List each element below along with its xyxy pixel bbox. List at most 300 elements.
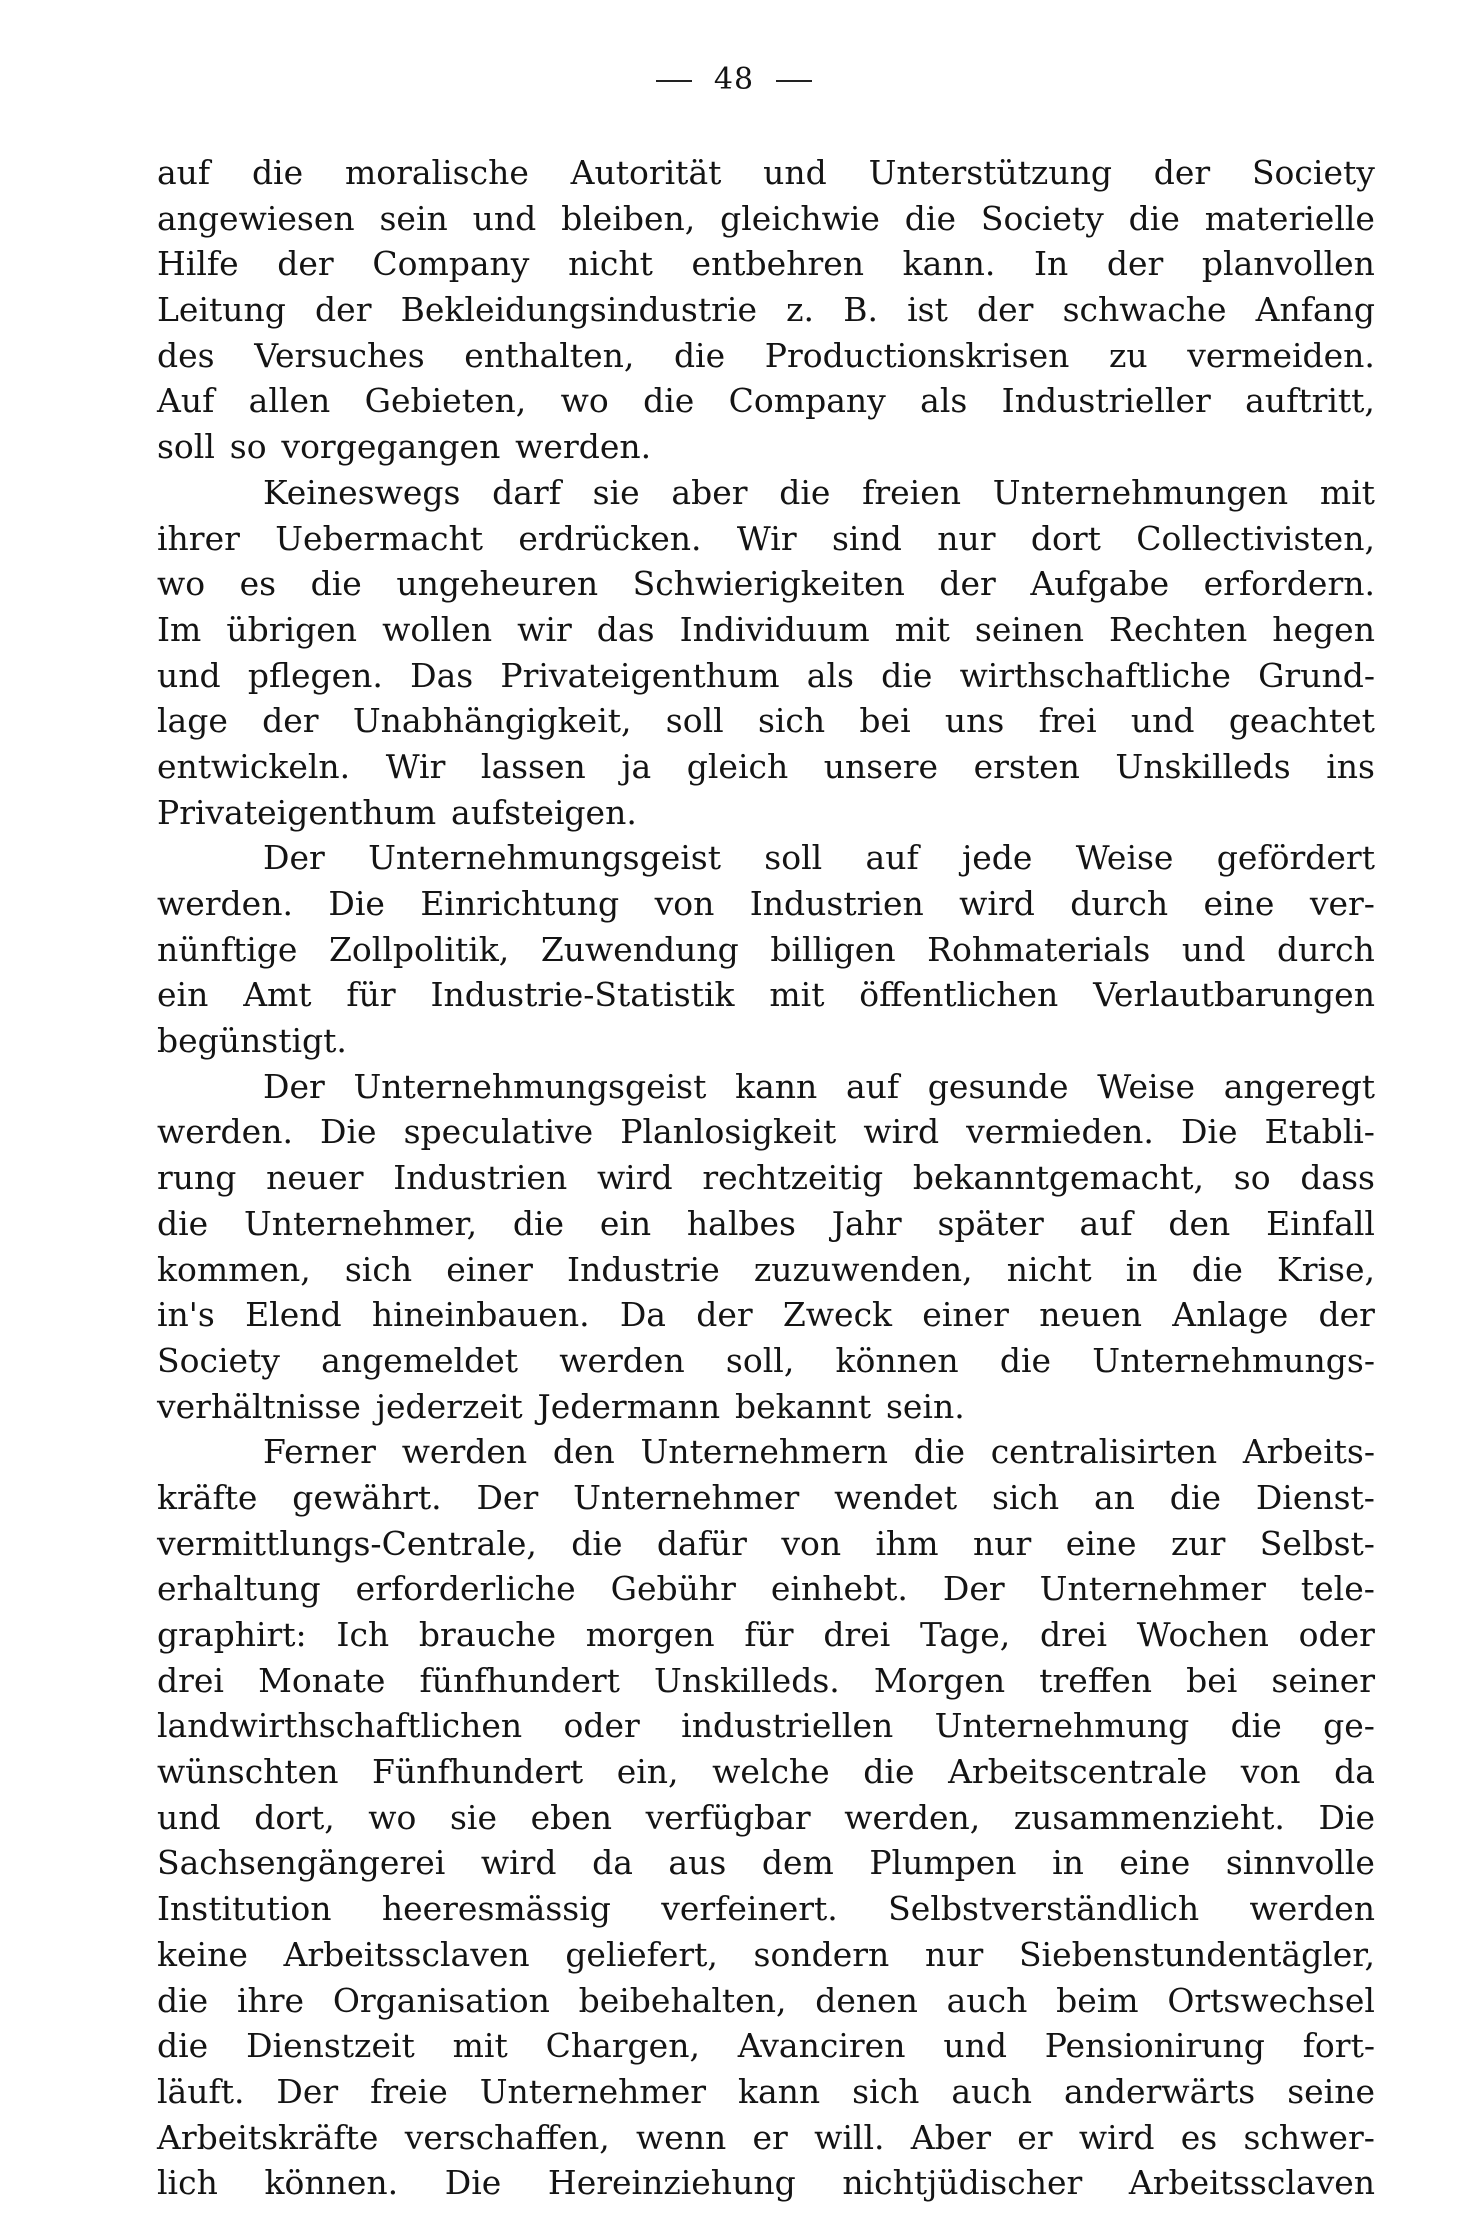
word: wo [157,564,206,604]
word: Pensionirung [1044,2026,1265,2066]
text-line [157,790,1375,836]
word: Arbeitskräfte [157,2117,379,2157]
word: einhebt. [770,1569,908,1609]
word: Industrien [393,1158,568,1198]
word: neuer [266,1158,364,1198]
word: Monate [258,1660,386,1700]
word: zu [1108,335,1148,375]
word: billigen [770,929,896,969]
text-line [157,2069,1375,2115]
word: dafür [656,1523,747,1563]
word: die [673,335,726,375]
word: landwirthschaftlichen [157,1706,523,1746]
text-line [157,1247,1375,1293]
word: wollen [382,609,493,649]
word: Uebermacht [275,518,483,558]
word: der [1153,153,1211,192]
word: Fünfhundert [372,1752,584,1792]
word: Industrieller [1001,381,1211,421]
text-line [157,1978,1375,2024]
word: heeresmässig [381,1889,611,1929]
word: gefördert [1216,838,1375,878]
word: kann [735,1066,818,1106]
word: auch [951,2071,1032,2111]
word: es [1180,2117,1218,2157]
word: morgen [585,1615,715,1654]
word: von [781,1523,842,1563]
word: eine [1203,884,1275,923]
word: Autorität [570,153,722,192]
word: verhältnisse [157,1386,361,1426]
word: Der [276,2071,339,2111]
word: ins [1326,746,1375,786]
word: die [512,1203,565,1243]
word: ungeheuren [396,564,599,604]
word: auf [157,153,211,192]
word: B. [843,290,878,330]
word: In [1033,244,1069,284]
word: Unternehmern [640,1432,889,1472]
word: werden [559,1340,685,1380]
word: denen [815,1980,918,2020]
word: Hereinziehung [547,2163,796,2203]
word: soll [764,838,823,878]
word: auf [845,1066,900,1106]
word: wendet [834,1477,958,1517]
word: oder [563,1706,640,1746]
word: rechtzeitig [702,1158,884,1198]
word: Unabhängigkeit, [352,701,632,741]
word: der [696,1295,753,1335]
word: nur [973,1523,1032,1563]
word: Company [372,244,530,284]
text-line [157,1703,1375,1749]
text-line [157,1612,1375,1658]
word: Privateigenthum [500,655,780,695]
word: Society [1251,153,1375,192]
word: eine [1119,1843,1191,1883]
word: Unternehmer [573,1477,800,1517]
word: soll [157,427,215,467]
word: verschaffen, [404,2117,610,2157]
right-dash [776,80,812,82]
word: mit [769,975,825,1015]
word: Unternehmungsgeist [353,1066,707,1106]
word: zuzuwenden, [753,1249,973,1289]
word: Industrie [567,1249,720,1289]
text-line [157,1064,1375,1110]
word: Sachsengängerei [157,1843,446,1883]
word: Wochen [1136,1615,1269,1654]
word: centralisirten [990,1432,1218,1472]
word: kann. [902,244,996,284]
word: Planlosigkeit [620,1112,837,1152]
word: Auf [157,381,215,421]
text-line [157,744,1375,790]
word: erhaltung [157,1569,321,1609]
word: materielle [1204,198,1375,238]
word: nicht [568,244,653,284]
text-line [157,2160,1375,2206]
word: sondern [753,1934,890,1974]
word: und [1181,929,1246,969]
text-line [157,972,1375,1018]
word: hineinbauen. [371,1295,590,1335]
word: bei [859,701,911,741]
word: geachtet [1228,701,1375,741]
word: vermieden. [966,1112,1154,1152]
word: gleichwie [720,198,880,238]
word: die [913,1432,965,1472]
word: wir [517,609,572,649]
word: die [643,381,695,421]
word: das [596,609,655,649]
word: will. [814,2117,885,2157]
word: pflegen. [247,655,383,695]
word: planvollen [1201,244,1375,284]
word: da [1334,1752,1375,1792]
word: sie [592,472,640,512]
word: Die [320,1112,377,1152]
word: lage [157,701,228,741]
word: wenn [635,2117,727,2157]
text-line [157,1840,1375,1886]
word: die [1169,1477,1221,1517]
word: Society [980,198,1104,238]
word: entwickeln. [157,746,351,786]
word: erdrücken. [518,518,702,558]
word: Company [728,381,886,421]
word: durch [1277,929,1375,969]
text-line [157,2023,1375,2069]
text-line [157,1429,1375,1475]
word: werden. [515,427,652,467]
word: welche [712,1752,830,1792]
word: ihm [875,1523,939,1563]
word: ein, [616,1752,679,1792]
word: später [937,1203,1044,1243]
word: dass [1300,1158,1375,1198]
word: Unskilleds [1115,746,1291,786]
body-text [157,150,1375,2206]
word: Krise, [1277,1249,1375,1289]
word: Die [328,884,385,923]
word: Gebühr [610,1569,736,1609]
word: Unternehmung [934,1706,1190,1746]
text-line [157,516,1375,562]
word: neuen [1039,1295,1143,1335]
word: wo [368,1797,417,1837]
word: unsere [823,746,939,786]
word: freien [862,472,962,512]
text-line [157,927,1375,973]
word: Etabli- [1264,1112,1375,1152]
word: in [1125,1249,1158,1289]
text-line [157,607,1375,653]
word: Rohmaterials [927,929,1151,969]
text-line [157,2115,1375,2161]
word: ver- [1309,884,1375,923]
word: er [752,2117,788,2157]
word: enthalten, [464,335,635,375]
word: keine [157,1934,248,1974]
word: Industrien [749,884,924,923]
word: läuft. [157,2071,245,2111]
word: erfordern. [1203,564,1375,604]
word: ein [599,1203,652,1243]
word: der [277,244,334,284]
word: nur [924,1934,984,1974]
word: wirthschaftliche [959,655,1231,695]
word: oder [1298,1615,1375,1654]
word: Die [1180,1112,1238,1152]
text-line [157,835,1375,881]
word: gesunde [927,1066,1069,1106]
word: sie [449,1797,498,1837]
word: Verlautbarungen [1093,975,1375,1015]
word: des [157,335,215,375]
text-line [157,1201,1375,1247]
text-line [157,1521,1375,1567]
text-line [157,333,1375,379]
word: und [1130,701,1195,741]
word: so [1233,1158,1271,1198]
word: den [552,1432,615,1472]
word: Unternehmer, [243,1203,478,1243]
word: beim [1056,1980,1139,2020]
word: anderwärts [1063,2071,1256,2111]
word: in [1052,1843,1084,1883]
page-number-value: 48 [713,62,755,97]
word: nicht [1006,1249,1092,1289]
word: durch [1070,884,1169,923]
word: Siebenstundentägler, [1018,1934,1375,1974]
word: Einfall [1266,1203,1375,1243]
word: öffentlichen [859,975,1059,1015]
word: können. [264,2163,399,2203]
word: treffen [1039,1660,1153,1700]
word: soll [665,701,724,741]
word: es [239,564,277,604]
word: auf [865,838,919,878]
word: ja [621,746,652,786]
word: Selbstverständlich [888,1889,1200,1929]
word: Institution [157,1889,332,1929]
word: Wir [736,518,797,558]
word: Weise [1097,1066,1196,1106]
word: Gebieten, [364,381,527,421]
word: Aber [910,2117,992,2157]
text-line [157,1749,1375,1795]
word: drei [1040,1615,1108,1654]
word: die [157,1203,209,1243]
word: Rechten [1109,609,1248,649]
word: Individuum [679,609,870,649]
word: da [592,1843,633,1883]
word: auftritt, [1245,381,1375,421]
word: und [472,198,537,238]
word: Grund- [1258,655,1375,695]
word: wird [863,1112,940,1152]
word: Unternehmungs- [1092,1340,1375,1380]
word: seinen [974,609,1084,649]
word: verfeinert. [661,1889,838,1929]
word: jede [961,838,1033,878]
word: sich [757,701,826,741]
word: als [920,381,968,421]
word: die [1230,1706,1282,1746]
text-line [157,1566,1375,1612]
word: Productionskrisen [764,335,1070,375]
word: werden, [844,1797,981,1837]
word: frei [1038,701,1097,741]
word: und [157,1797,221,1837]
word: Dienst- [1255,1477,1375,1517]
word: den [1168,1203,1231,1243]
word: begünstigt. [157,1021,347,1061]
word: ihre [236,1980,305,2020]
word: Die [444,2163,502,2203]
word: entbehren [691,244,865,284]
text-line [157,561,1375,607]
word: hegen [1272,609,1375,649]
word: rung [157,1158,237,1198]
word: Arbeits- [1242,1432,1375,1472]
word: ist [907,290,948,330]
word: kräfte [157,1477,258,1517]
word: Arbeitscentrale [948,1752,1208,1792]
word: nünftige [157,929,298,969]
word: sich [344,1249,413,1289]
word: Der [263,838,325,878]
word: werden. [157,1112,293,1152]
word: auch [946,1980,1028,2020]
word: wird [1078,2117,1155,2157]
word: ihrer [157,518,240,558]
text-line [157,1886,1375,1932]
word: Unternehmer [1039,1569,1266,1609]
word: werden. [157,884,293,923]
word: werden [401,1432,528,1472]
word: sich [991,1477,1060,1517]
word: mit [1319,472,1375,512]
word: fort- [1302,2026,1375,2066]
left-dash [656,80,692,82]
text-line [157,150,1375,196]
word: seiner [1271,1660,1375,1700]
word: für [346,975,396,1015]
word: Unternehmungsgeist [368,838,721,878]
text-line [157,241,1375,287]
text-line [157,1109,1375,1155]
text-line [157,1018,1375,1064]
word: einer [446,1249,533,1289]
word: moralische [344,153,529,192]
word: so [229,427,267,467]
word: Amt [243,975,312,1015]
word: geliefert, [565,1934,718,1974]
word: Im [157,609,202,649]
text-line [157,196,1375,242]
word: die [157,1980,209,2020]
word: gewährt. [292,1477,442,1517]
word: Jedermann [537,1386,721,1426]
word: Unskilleds. [654,1660,840,1700]
word: Der [942,1569,1005,1609]
word: angeregt [1223,1066,1375,1106]
word: Aufgabe [1030,564,1170,604]
word: z. [786,290,815,330]
word: wo [560,381,609,421]
word: von [1240,1752,1301,1792]
word: gleich [686,746,789,786]
word: Arbeitssclaven [283,1934,530,1974]
word: mit [894,609,950,649]
word: Anfang [1255,290,1375,330]
word: bekannt [735,1386,872,1426]
word: schwache [1062,290,1227,330]
word: Organisation [332,1980,550,2020]
text-line [157,1292,1375,1338]
word: Selbst- [1259,1523,1375,1563]
word: mit [452,2026,508,2066]
word: wird [959,884,1035,923]
word: Ferner [263,1432,376,1472]
word: verfügbar [645,1797,811,1837]
word: vermittlungs-Centrale, [157,1523,537,1563]
word: beibehalten, [578,1980,787,2020]
word: Das [410,655,474,695]
word: uns [944,701,1005,741]
word: die [999,1340,1052,1380]
word: Morgen [873,1660,1006,1700]
word: können [835,1340,959,1380]
word: Arbeitssclaven [1128,2163,1375,2203]
word: er [1017,2117,1053,2157]
text-line [157,424,1375,470]
word: der [262,701,319,741]
word: die [1128,198,1180,238]
word: schwer- [1243,2117,1375,2157]
text-line [157,1658,1375,1704]
word: bekanntgemacht, [912,1158,1205,1198]
word: der [1318,1295,1375,1335]
word: sind [831,518,902,558]
word: Schwierigkeiten [632,564,905,604]
word: lassen [480,746,586,786]
word: der [315,290,372,330]
word: Elend [245,1295,342,1335]
word: von [654,884,715,923]
word: die [1191,1249,1243,1289]
word: Hilfe [157,244,239,284]
text-line [157,881,1375,927]
word: dem [761,1843,834,1883]
word: Unterstützung [868,153,1112,192]
text-line [157,1384,1375,1430]
word: Collectivisten, [1136,518,1375,558]
word: Unternehmer [479,2071,706,2111]
word: zusammenzieht. [1013,1797,1285,1837]
word: bei [1186,1660,1238,1700]
word: Zollpolitik, [328,929,510,969]
word: soll, [725,1340,795,1380]
word: darf [492,472,561,512]
text-line [157,653,1375,699]
text-line [157,1932,1375,1978]
word: die [863,1752,915,1792]
word: Plumpen [869,1843,1017,1883]
